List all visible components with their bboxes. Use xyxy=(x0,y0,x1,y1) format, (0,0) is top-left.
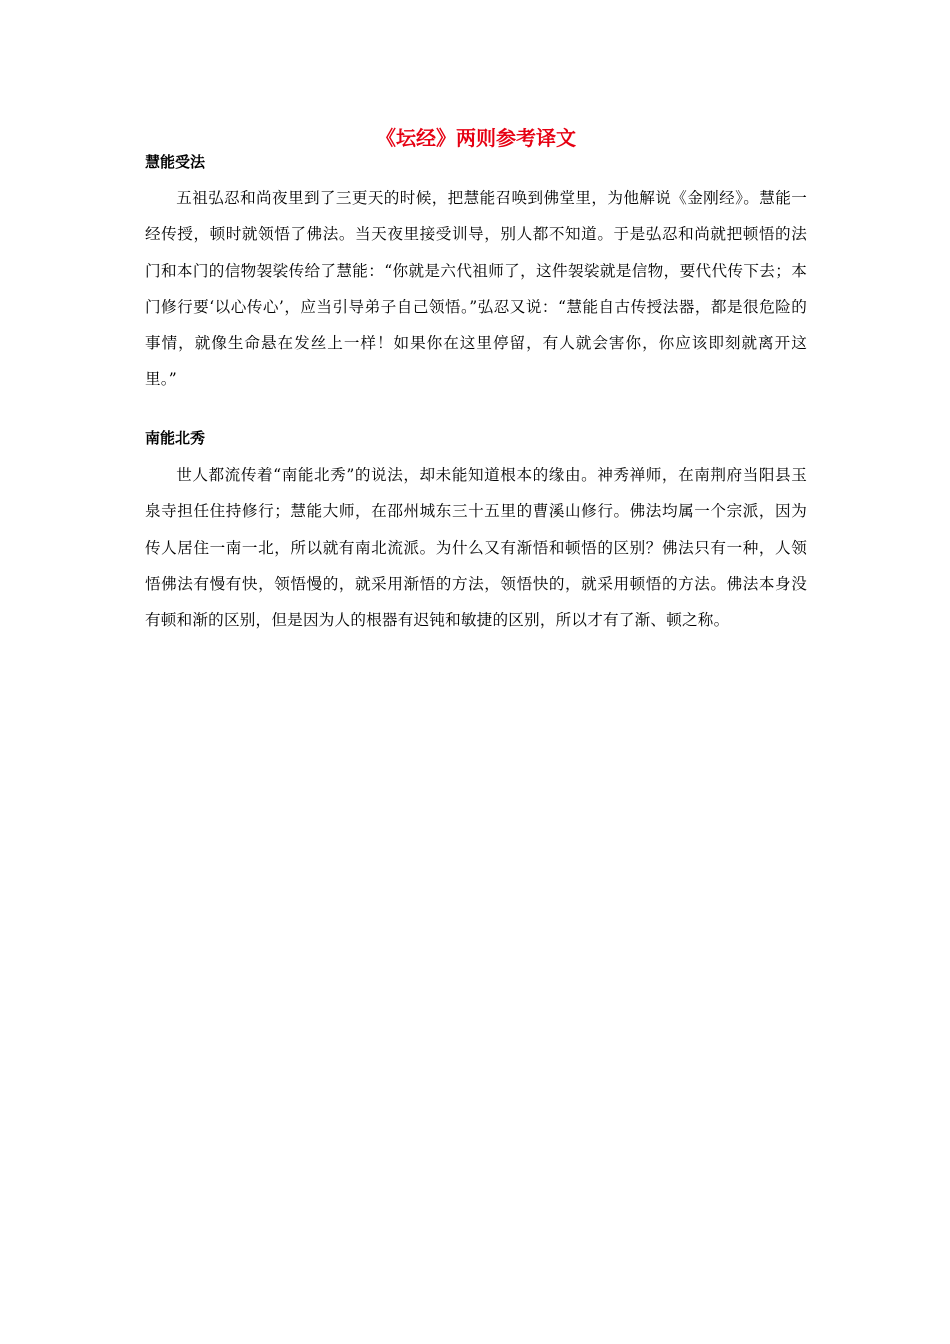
document-title: 《坛经》两则参考译文 xyxy=(376,126,576,150)
section-paragraph-huineng-shoufa: 五祖弘忍和尚夜里到了三更天的时候，把慧能召唤到佛堂里，为他解说《金刚经》。慧能一经传授，顿时就领悟了佛法。当天夜里接受训导，别人都不知道。于是弘忍和尚就把顿悟的法门和本门的信物袈裟传给了慧能：“你就是六代祖师了，这件袈裟就是信物，要代代传下去；本门修行要‘以心传心’，应当引导弟子自己领悟。”弘忍又说：“慧能自古传授法器，都是很危险的事情，就像生命悬在发丝上一样！如果你在这里停留，有人就会害你，你应该即刻就离开这里。” xyxy=(145,189,807,389)
section-heading-huineng-shoufa: 慧能受法 xyxy=(145,153,206,171)
section-heading-nanneng-beixiu: 南能北秀 xyxy=(145,429,206,447)
section-paragraph-nanneng-beixiu: 世人都流传着“南能北秀”的说法，却未能知道根本的缘由。神秀禅师，在南荆府当阳县玉泉寺担任住持修行；慧能大师，在邵州城东三十五里的曹溪山修行。佛法均属一个宗派，因为传人居住一南一北，所以就有南北流派。为什么又有渐悟和顿悟的区别？佛法只有一种，人领悟佛法有慢有快，领悟慢的，就采用渐悟的方法，领悟快的，就采用顿悟的方法。佛法本身没有顿和渐的区别，但是因为人的根器有迟钝和敏捷的区别，所以才有了渐、顿之称。 xyxy=(145,466,807,630)
